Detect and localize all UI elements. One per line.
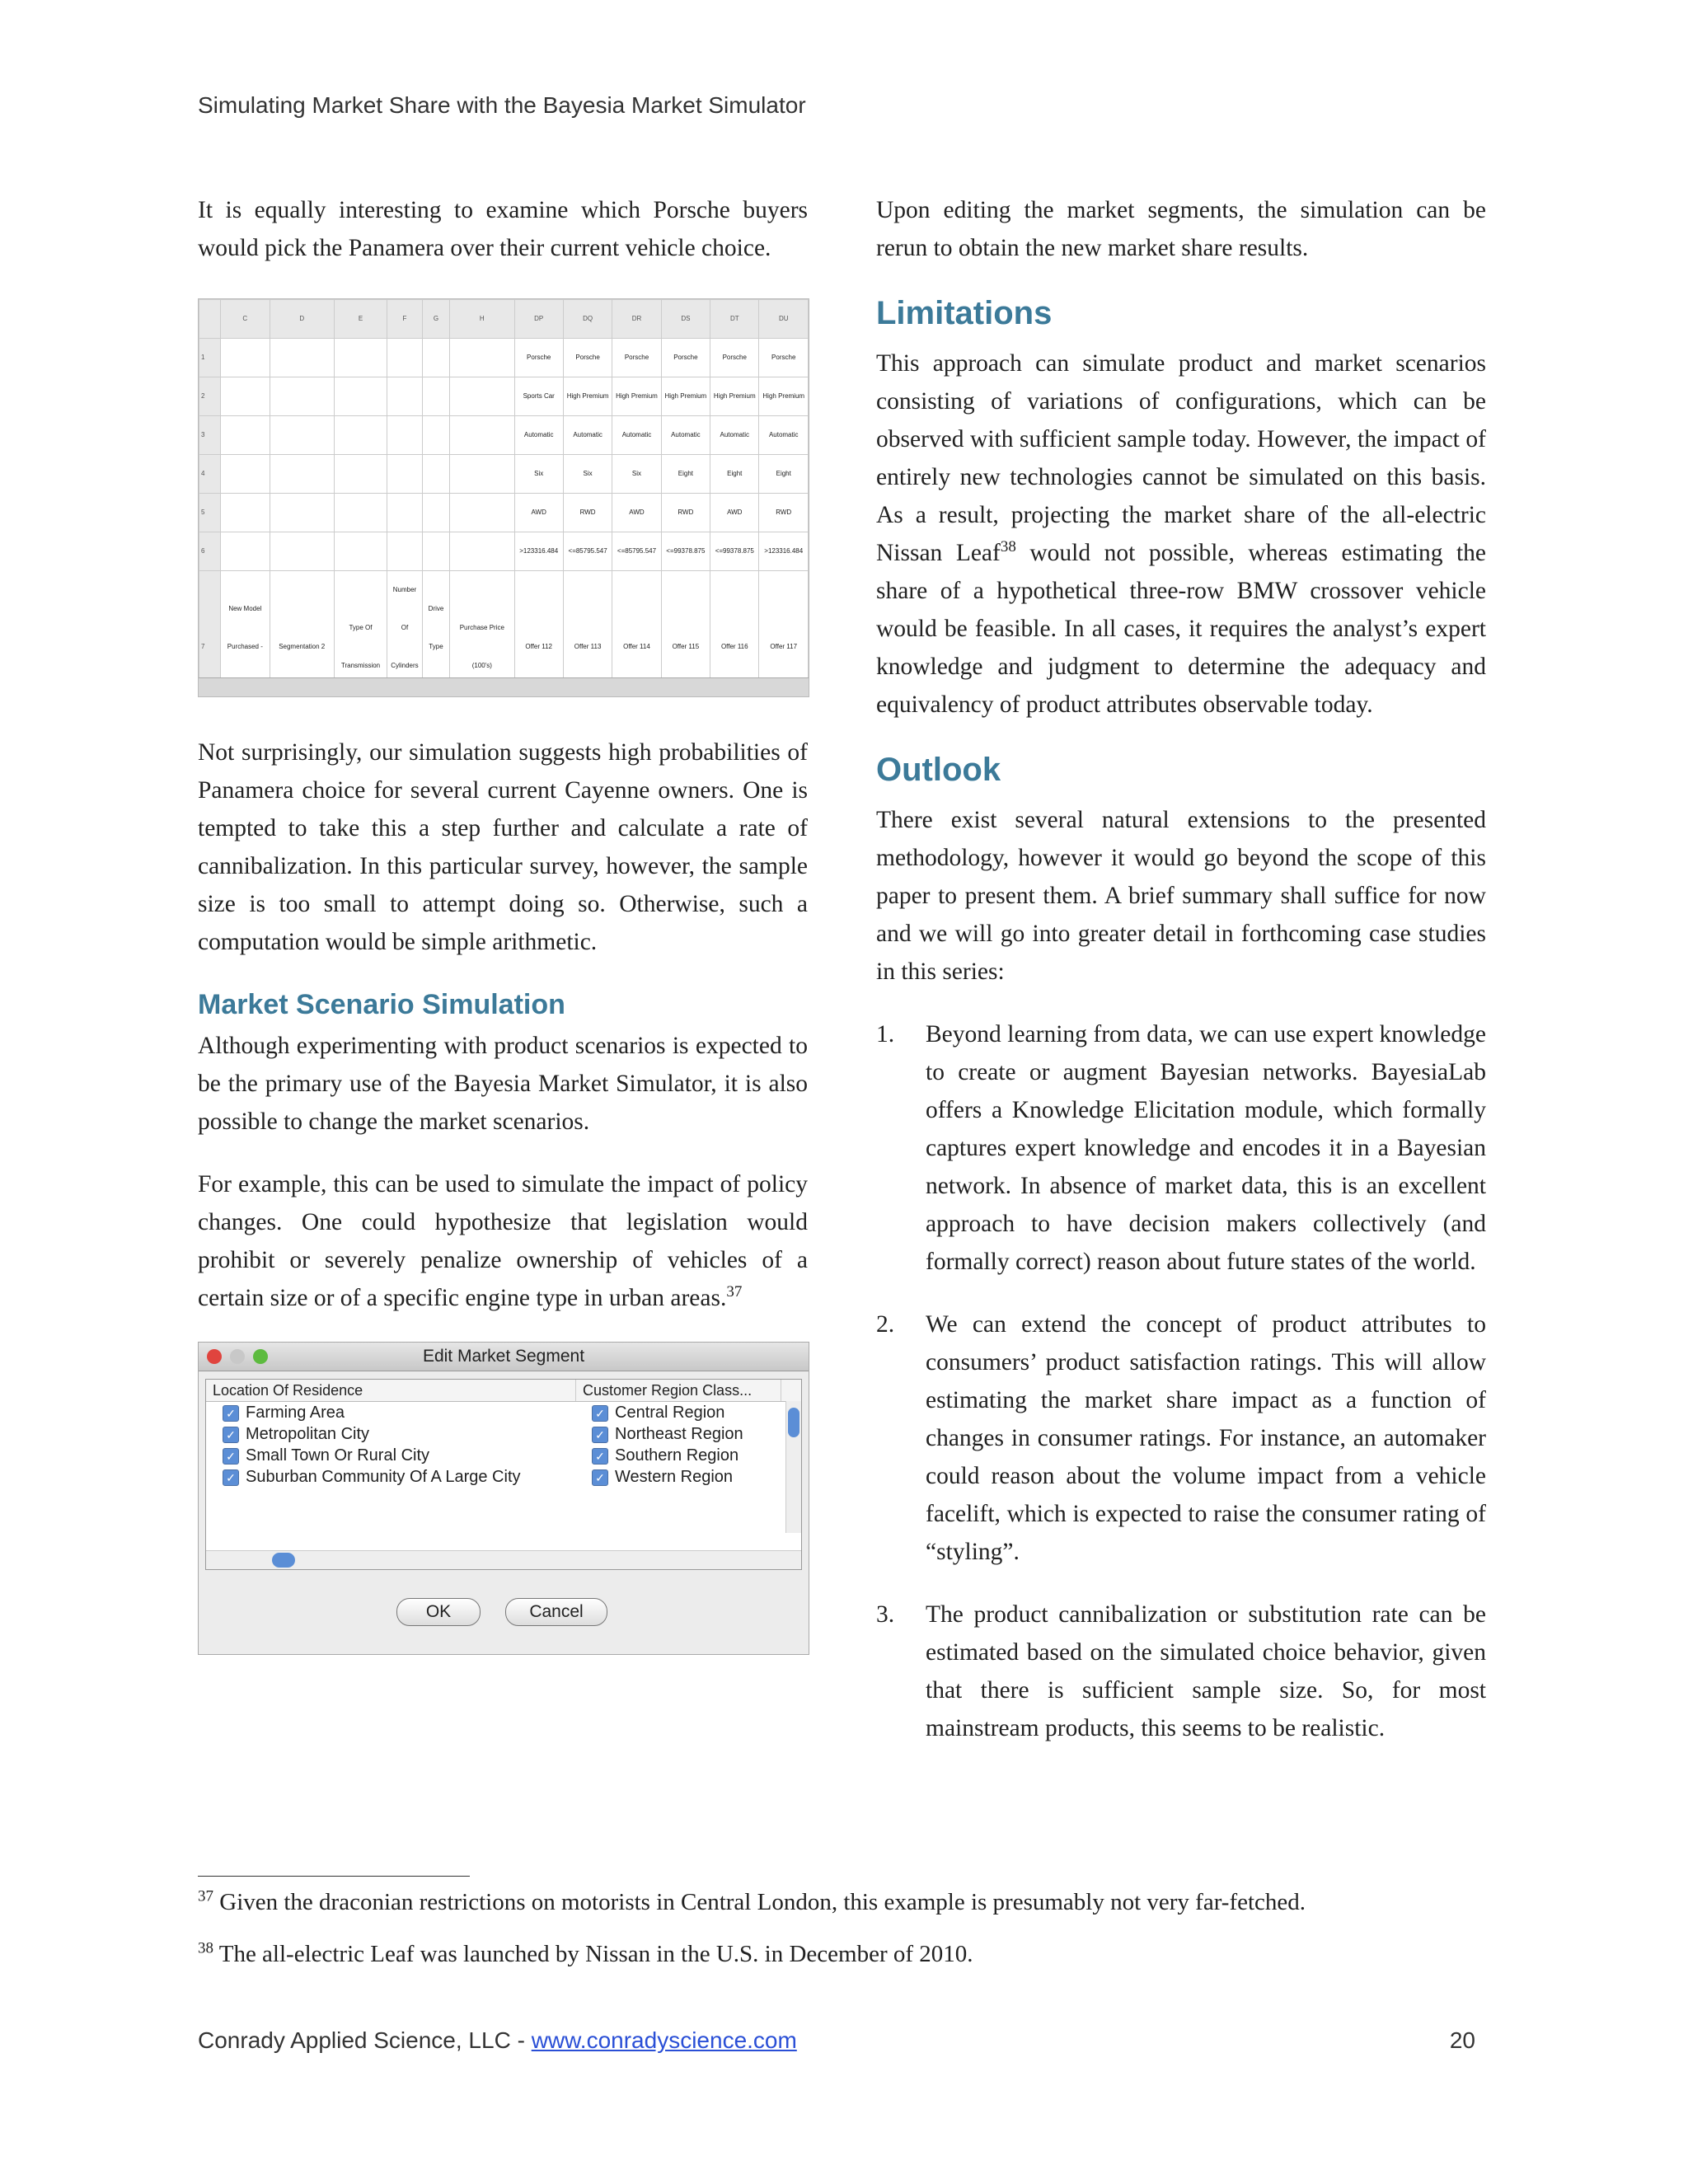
footnote-ref-38: 38 [1000, 538, 1016, 556]
region-checkbox-item[interactable] [592, 1466, 781, 1488]
checkbox-label: Small Town Or Rural City [246, 1446, 430, 1465]
vertical-scrollbar[interactable] [785, 1401, 801, 1533]
checkbox-checked-icon[interactable]: ✓ [223, 1448, 239, 1465]
location-checkbox-item[interactable] [223, 1423, 575, 1445]
checkbox-checked-icon[interactable]: ✓ [223, 1469, 239, 1486]
segment-list-box [205, 1379, 802, 1570]
ok-button[interactable]: OK [396, 1598, 481, 1626]
left-paragraph-3: Although experimenting with product scenarios is expected to be the primary use of the Bayesia Market Simulator, it is also possible to change the market scenarios. [198, 1033, 808, 1135]
dialog-title-bar [199, 1343, 809, 1371]
checkbox-label: Western Region [615, 1468, 734, 1486]
checkbox-checked-icon[interactable]: ✓ [223, 1405, 239, 1422]
region-checkbox-item[interactable] [592, 1445, 781, 1466]
horizontal-scroll-thumb[interactable] [272, 1553, 295, 1568]
minimize-window-icon[interactable] [230, 1349, 245, 1364]
cancel-button[interactable]: Cancel [505, 1598, 607, 1626]
left-paragraph-1: It is equally interesting to examine which Porsche buyers would pick the Panamera over their current vehicle choice. [198, 197, 808, 261]
spreadsheet-table [199, 299, 809, 697]
spreadsheet-figure [198, 298, 809, 697]
header-row-r6: 6 >123316.484 <=85795.547 <=85795.547 <=99378.875 <=99378.875 >123316.484 [199, 532, 809, 571]
header-row-r1: 1 Porsche Porsche Porsche Porsche Porsche Porsche [199, 339, 809, 377]
checkbox-checked-icon[interactable]: ✓ [592, 1427, 608, 1443]
checkbox-label: Central Region [615, 1404, 725, 1422]
checkbox-checked-icon[interactable]: ✓ [223, 1427, 239, 1443]
footnote-38: $^{38}$ The all-electric Leaf was launched by Nissan in the U.S. in December of 2010. [198, 1939, 973, 1967]
field-name-row: 7 New Model Purchased - Segmentation 2 Type Of Transmission Number Of Cylinders Drive Type Purchase Price (100's) Offer 112 Offer 113 Offer 114 Offer 115 Offer 116 Offer 117 [199, 571, 809, 698]
right-column [876, 191, 1486, 1772]
region-checkbox-item[interactable] [592, 1423, 781, 1445]
section-heading-market-scenario: Market Scenario Simulation [198, 989, 565, 1020]
running-header: Simulating Market Share with the Bayesia Market Simulator [198, 92, 806, 118]
checkbox-checked-icon[interactable]: ✓ [592, 1448, 608, 1465]
region-checkbox-item[interactable] [592, 1402, 781, 1423]
customer-region-header[interactable]: Customer Region Class... [576, 1380, 781, 1401]
checkbox-label: Farming Area [246, 1404, 345, 1422]
checkbox-checked-icon[interactable]: ✓ [592, 1469, 608, 1486]
sheet-tabs-bar [199, 677, 809, 696]
header-row-r5: 5 AWD RWD AWD RWD AWD RWD [199, 494, 809, 532]
location-of-residence-header[interactable]: Location Of Residence [206, 1380, 576, 1401]
left-paragraph-4: For example, this can be used to simulate the impact of policy changes. One could hypothesize that legislation would prohibit or severely penalize ownership of vehicles of a certain size or of a specific engine type in urban areas.$^{37}$ [198, 1171, 808, 1311]
section-heading-limitations: Limitations [876, 295, 1053, 331]
footnote-rule [198, 1876, 470, 1877]
footnote-ref-37: 37 [726, 1283, 743, 1301]
checkbox-label: Metropolitan City [246, 1425, 370, 1443]
header-row-r2: 2 Sports Car High Premium High Premium High Premium High Premium High Premium [199, 377, 809, 416]
location-checkbox-list [206, 1402, 575, 1488]
page-number: 20 [1449, 2027, 1475, 2053]
checkbox-label: Southern Region [615, 1446, 739, 1465]
dialog-title: Edit Market Segment [422, 1347, 585, 1366]
right-paragraph-2: This approach can simulate product and market scenarios consisting of variations of configurations, which can be observed with sufficient sample today. However, the impact of entirely new technologies cannot be simulated on this basis. As a result, projecting the market share of the all-electric Nissan Leaf$^{38}$ would not possible, whereas estimating the share of a hypothetical three-row BMW crossover vehicle would be feasible. In all cases, it requires the analyst’s expert knowledge and judgment to determine the adequacy and equivalency of product attributes observable today. [876, 350, 1486, 718]
edit-market-segment-dialog [198, 1342, 809, 1655]
checkbox-label: Northeast Region [615, 1425, 743, 1443]
checkbox-checked-icon[interactable]: ✓ [592, 1405, 608, 1422]
column-header-row: C D E F G H DP DQ DR DS DT DU [199, 300, 809, 339]
location-checkbox-item[interactable] [223, 1445, 575, 1466]
section-heading-outlook: Outlook [876, 752, 1001, 788]
right-paragraph-1: Upon editing the market segments, the simulation can be rerun to obtain the new market share results. [876, 197, 1486, 261]
close-window-icon[interactable] [207, 1349, 222, 1364]
list-item: 1. Beyond learning from data, we can use expert knowledge to create or augment Bayesian networks. BayesiaLab offers a Knowledge Elicitation module, which formally captures expert knowledge and encodes it in a Bayesian network. In absence of market data, this is an excellent approach to have decision makers collectively (and formally correct) reason about future states of the world. [876, 1021, 1486, 1275]
zoom-window-icon[interactable] [253, 1349, 268, 1364]
outlook-list [876, 1015, 1486, 1747]
horizontal-scrollbar[interactable] [206, 1550, 801, 1569]
location-checkbox-item[interactable] [223, 1402, 575, 1423]
vertical-scroll-thumb[interactable] [788, 1408, 799, 1437]
left-column [198, 191, 808, 1655]
header-row-r4: 4 Six Six Six Eight Eight Eight [199, 455, 809, 494]
left-paragraph-2: Not surprisingly, our simulation suggests high probabilities of Panamera choice for several current Cayenne owners. One is tempted to take this a step further and calculate a rate of cannibalization. In this particular survey, however, the sample size is too small to attempt doing so. Otherwise, such a computation would be simple arithmetic. [198, 739, 808, 955]
list-item: 2. We can extend the concept of product attributes to consumers’ product satisfaction ratings. This will allow estimating the market share impact as a function of changes in consumer ratings. For instance, an automaker could reason about the volume impact from a vehicle facelift, which is expected to raise the consumer rating of “styling”. [876, 1311, 1486, 1565]
footnote-37: $^{37}$ Given the draconian restrictions on motorists in Central London, this example is presumably not very far-fetched. [198, 1887, 1306, 1915]
header-row-r3: 3 Automatic Automatic Automatic Automatic Automatic Automatic [199, 416, 809, 455]
region-checkbox-list [575, 1402, 781, 1488]
location-checkbox-item[interactable] [223, 1466, 575, 1488]
right-paragraph-3: There exist several natural extensions to the presented methodology, however it would go beyond the scope of this paper to present them. A brief summary shall suffice for now and we will go into greater detail in forthcoming case studies in this series: [876, 807, 1486, 985]
footer-website-link[interactable]: www.conradyscience.com [531, 2027, 797, 2053]
checkbox-label: Suburban Community Of A Large City [246, 1468, 521, 1486]
list-item: 3. The product cannibalization or substitution rate can be estimated based on the simulated choice behavior, given that there is sufficient sample size. So, for most mainstream products, this seems to be realistic. [876, 1601, 1486, 1741]
footer-company: Conrady Applied Science, LLC - www.conradyscience.com [198, 2027, 797, 2053]
